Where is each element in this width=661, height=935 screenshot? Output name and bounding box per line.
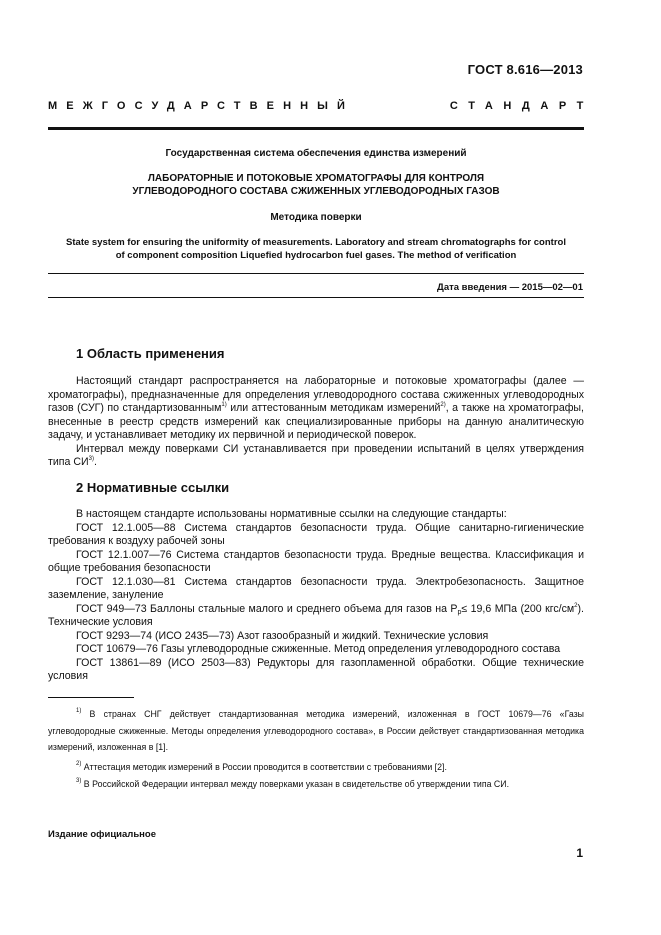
section-1-heading: 1 Область применения	[76, 346, 225, 361]
scope-paragraph: Настоящий стандарт распространяется на лабораторные и потоковые хроматографы (далее — хроматографы), предназначенные для определения углеводородного состава сжиженных углеводородных газов (СУГ) по стандартизованным$^{1)}$ или аттестованным методикам измерений$^{2)}$, а также на хроматографы, внесенные в реестр средств измерений как специализированные приборы на данную аналитическую задачу, и устанавливает методику их первичной и периодической поверок.	[48, 375, 584, 441]
system-title: Государственная система обеспечения единства измерений	[165, 148, 467, 159]
reference-item: ГОСТ 12.1.007—76 Система стандартов безопасности труда. Вредные вещества. Классификация и общие требования безопасности	[48, 548, 584, 574]
english-title-line2: of component composition Liquefied hydrocarbon fuel gases. The method of verification	[115, 249, 517, 261]
section-1-body	[48, 375, 584, 470]
reference-item: ГОСТ 13861—89 (ИСО 2503—83) Редукторы для газопламенной обработки. Общие технические условия	[48, 656, 584, 682]
english-title	[48, 237, 584, 262]
footnote-mark: 2)	[76, 761, 82, 767]
reference-item: ГОСТ 12.1.030—81 Система стандартов безопасности труда. Электробезопасность. Защитное заземление, зануление	[48, 575, 584, 601]
main-title	[48, 172, 584, 198]
english-title-line1: State system for ensuring the uniformity of measurements. Laboratory and stream chromatographs for control	[66, 237, 566, 248]
reference-item: ГОСТ 9293—74 (ИСО 2435—73) Азот газообразный и жидкий. Технические условия	[76, 629, 489, 642]
introduction-date: Дата введения — 2015—02—01	[437, 282, 583, 293]
page-number: 1	[576, 846, 583, 860]
main-title-line2: УГЛЕВОДОРОДНОГО СОСТАВА СЖИЖЕННЫХ УГЛЕВОДОРОДНЫХ ГАЗОВ	[132, 186, 500, 197]
gost-code: ГОСТ 8.616—2013	[467, 62, 583, 77]
section-2-heading: 2 Нормативные ссылки	[76, 480, 230, 495]
reference-item: ГОСТ 12.1.005—88 Система стандартов безопасности труда. Общие санитарно-гигиенические требования к воздуху рабочей зоны	[48, 521, 584, 547]
title-rule-top	[48, 273, 584, 274]
footnote-mark: 3)	[76, 778, 82, 784]
interstate-word: МЕЖГОСУДАРСТВЕННЫЙ	[48, 100, 355, 112]
references-intro: В настоящем стандарте использованы нормативные ссылки на следующие стандарты:	[76, 508, 507, 520]
official-edition-label: Издание официальное	[48, 829, 156, 840]
footnote-1: $^{1)}$ В странах СНГ действует стандартизованная методика измерений, изложенная в ГОСТ 10679—76 «Газы углеводородные сжиженные. Методы определения углеводородного состава», в России действует стандартизованная методика измерений, изложенная в [1].	[48, 708, 584, 752]
method-subtitle: Методика поверки	[270, 212, 362, 223]
footnote-ref-2: 2)	[440, 402, 446, 408]
reference-item: ГОСТ 949—73 Баллоны стальные малого и среднего объема для газов на $Р_р\le 19,6$ МПа (200 кгс/$см^2$). Технические условия	[48, 602, 584, 628]
reference-item: ГОСТ 10679—76 Газы углеводородные сжиженные. Метод определения углеводородного состава	[76, 643, 561, 655]
footnote-mark: 1)	[76, 708, 82, 714]
footnote-3: $^{3)}$ В Российской Федерации интервал между поверками указан в свидетельстве об утверждении типа СИ.	[76, 778, 510, 789]
main-title-line1: ЛАБОРАТОРНЫЕ И ПОТОКОВЫЕ ХРОМАТОГРАФЫ ДЛЯ КОНТРОЛЯ	[147, 173, 485, 184]
header-rule	[48, 127, 584, 130]
footnote-ref-3: 3)	[88, 456, 94, 462]
footnote-ref-1: 1)	[221, 402, 227, 408]
interstate-standard-banner	[48, 100, 594, 112]
section-2-body	[48, 508, 584, 684]
title-rule-bottom	[48, 297, 584, 298]
standard-word: СТАНДАРТ	[449, 100, 594, 112]
footnote-2: $^{2)}$ Аттестация методик измерений в России проводится в соответствии с требованиями [2].	[76, 761, 447, 772]
footnote-separator	[48, 697, 134, 698]
interval-paragraph: Интервал между поверками СИ устанавливается при проведении испытаний в целях утверждения типа СИ$^{3)}$.	[48, 442, 584, 468]
